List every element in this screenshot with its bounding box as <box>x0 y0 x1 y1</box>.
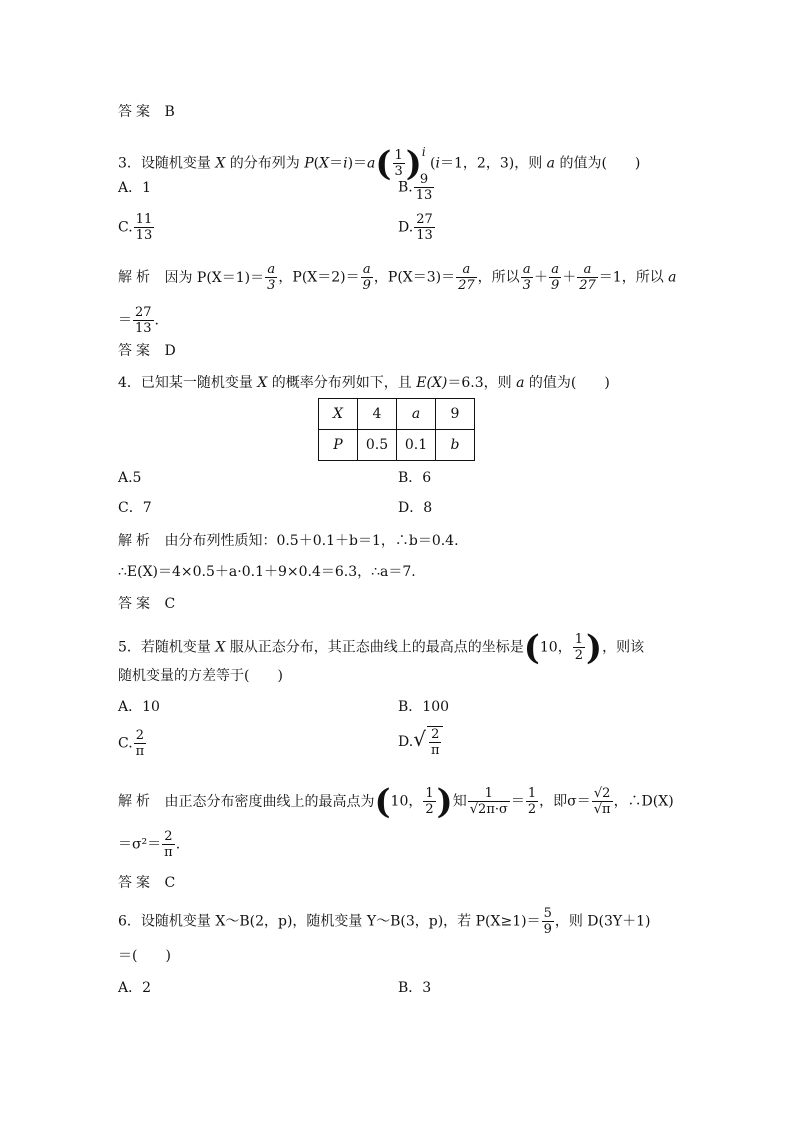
q4-option-b: B．6 <box>398 470 432 486</box>
var-i: i <box>435 155 441 172</box>
q6-stem-text: 6．设随机变量 X～B(2，p)，随机变量 Y～B(3，p)，若 P(X≥1)＝ <box>118 913 541 930</box>
fraction: $\frac{27}{13}$ <box>135 305 152 336</box>
q3-stem-text: 的值为( ) <box>555 155 641 172</box>
q3-solution-line2 <box>118 305 159 336</box>
q3-option-d: D. $\frac{27}{13}$ <box>398 212 433 243</box>
q4-stem-text: 的值为( ) <box>524 375 610 391</box>
q6-stem <box>118 906 651 937</box>
var-a: a <box>668 269 677 286</box>
answer-label: 答案 <box>118 104 154 120</box>
table-cell: b <box>436 430 475 461</box>
q4-option-c: C．7 <box>118 500 152 516</box>
paren: )＝ <box>347 155 368 172</box>
sol-text: ，∴D(X) <box>613 793 674 810</box>
q5-solution <box>118 781 674 822</box>
solution-label: 解析 <box>118 793 154 810</box>
expectation: E(X) <box>416 375 448 391</box>
fraction: $\frac{a}{27}$ <box>458 262 475 293</box>
bracket: ) <box>436 781 453 822</box>
coord: 10， <box>539 639 572 656</box>
fraction: $\frac{2}{\pi}$ <box>135 728 145 759</box>
bracket: ) <box>585 627 603 668</box>
solution-label: 解析 <box>118 269 154 286</box>
answer-value: D <box>164 343 176 359</box>
answer-label: 答案 <box>118 343 154 359</box>
q5-stem-text: 5．若随机变量 <box>118 639 216 656</box>
q5-option-b: B．100 <box>398 699 450 715</box>
fraction: $\frac{9}{13}$ <box>415 172 433 203</box>
sol-text: 由分布列性质知：0.5＋0.1＋b＝1，∴b＝0.4. <box>164 533 459 549</box>
fraction: $\frac{27}{13}$ <box>416 212 433 243</box>
q3-stem-text: 3．设随机变量 <box>118 155 216 172</box>
table-cell: 0.5 <box>358 430 397 461</box>
sol-text: ，所以 <box>477 269 520 286</box>
paren: ( <box>313 155 320 172</box>
answer-label: 答案 <box>118 596 154 612</box>
q4-stem <box>118 373 610 393</box>
fraction: $\frac{a}{3}$ <box>267 262 276 293</box>
table-cell: P <box>319 430 358 461</box>
fraction: $\frac{1}{√2\pi\cdot\sigma}$ <box>469 786 508 817</box>
var-i: i <box>343 155 348 172</box>
exponent: i <box>421 145 426 159</box>
var-a: a <box>546 155 556 172</box>
q4-option-d: D．8 <box>398 500 433 516</box>
q4-option-a: A.5 <box>118 470 142 486</box>
q5-stem-text: 服从正态分布，其正态曲线上的最高点的坐标是 <box>225 639 524 656</box>
bracket: ( <box>374 781 391 822</box>
fraction: $\frac{1}{2}$ <box>527 786 537 817</box>
fraction: $\frac{a}{9}$ <box>550 262 560 293</box>
table-row <box>319 399 475 430</box>
q3-option-c: C. $\frac{11}{13}$ <box>118 212 153 243</box>
sqrt-sign: √ <box>413 727 426 751</box>
q5-solution-line2 <box>118 829 180 860</box>
sol-text: 由正态分布密度曲线上的最高点为 <box>164 793 375 810</box>
q3-answer-line <box>118 341 176 361</box>
sol-text: ，P(X＝3)＝ <box>373 269 456 286</box>
q3-stem <box>118 143 641 184</box>
fraction: $\frac{2}{\pi}$ <box>427 726 444 758</box>
fraction: $\frac{5}{9}$ <box>543 906 552 937</box>
bracket: ( <box>523 627 540 668</box>
plus: ＋ <box>533 269 548 286</box>
table-row <box>319 430 475 461</box>
equals: ＝ <box>510 793 525 810</box>
bracket: ) <box>405 143 422 184</box>
var-x: X <box>215 639 226 656</box>
sol-text: ＝1，所以 <box>598 269 669 286</box>
q6-stem-line2: ＝( ) <box>118 948 171 964</box>
coord: 10， <box>390 793 423 810</box>
fraction: $\frac{√2}{√\pi}$ <box>593 786 611 817</box>
q6-option-a: A．2 <box>118 980 152 996</box>
q6-option-b: B．3 <box>398 980 432 996</box>
q5-stem <box>118 627 645 668</box>
bracket: ( <box>375 143 392 184</box>
distribution-table <box>318 398 475 461</box>
q4-solution <box>118 531 459 551</box>
q6-stem-text: ，则 D(3Y＋1) <box>554 913 651 930</box>
answer-label: 答案 <box>118 875 154 891</box>
fraction: $\frac{a}{27}$ <box>579 262 596 293</box>
answer-value: B <box>164 104 175 120</box>
var-x: X <box>319 155 330 172</box>
period: . <box>154 312 159 329</box>
fraction: $\frac{a}{9}$ <box>362 262 371 293</box>
period: . <box>175 836 181 853</box>
answer-value: C <box>164 596 176 612</box>
fraction: $\frac{2}{\pi}$ <box>164 829 173 860</box>
q4-stem-text: 的概率分布列如下，且 <box>267 375 417 391</box>
q3-stem-text: 的分布列为 <box>225 155 305 172</box>
equals: ＝ <box>329 155 344 172</box>
var-x: X <box>215 155 226 172</box>
table-cell: 0.1 <box>397 430 436 461</box>
sol-text: ，P(X＝2)＝ <box>278 269 360 286</box>
var-a: a <box>516 375 525 391</box>
var-p: P <box>304 155 314 172</box>
plus: ＋ <box>562 269 577 286</box>
q4-solution-line2: ∴E(X)＝4×0.5＋a·0.1＋9×0.4＝6.3，∴a＝7. <box>118 564 416 580</box>
q3-stem-text: ＝1，2，3)，则 <box>440 155 547 172</box>
table-cell: 9 <box>436 399 475 430</box>
q4-stem-text: 4．已知某一随机变量 <box>118 375 258 391</box>
sol-text: ＝σ²＝ <box>118 836 162 853</box>
q3-option-b: B. $\frac{9}{13}$ <box>398 172 433 203</box>
var-x: X <box>257 375 268 391</box>
fraction: $\frac{1}{2}$ <box>425 786 434 817</box>
q5-option-d: D.√ $\frac{2}{\pi}$ <box>398 726 444 758</box>
table-cell: X <box>319 399 358 430</box>
q2-answer-line <box>118 102 175 122</box>
var-a: a <box>367 155 376 172</box>
q4-answer-line <box>118 594 175 614</box>
q5-answer-line <box>118 873 175 893</box>
fraction: $\frac{1}{2}$ <box>574 632 583 663</box>
table-cell: 4 <box>358 399 397 430</box>
q5-option-c: C. $\frac{2}{\pi}$ <box>118 728 145 759</box>
solution-label: 解析 <box>118 533 154 549</box>
fraction: $\frac{11}{13}$ <box>135 212 153 243</box>
answer-value: C <box>164 875 176 891</box>
q5-option-a: A．10 <box>118 699 160 715</box>
sol-text: ，即σ＝ <box>539 793 591 810</box>
equals: ＝ <box>118 312 132 329</box>
q5-stem-line2: 随机变量的方差等于( ) <box>118 668 283 684</box>
q5-stem-text: ，则该 <box>602 639 645 656</box>
q3-stem-text: ( <box>425 155 436 172</box>
q3-solution <box>118 262 677 293</box>
fraction: $\frac{a}{3}$ <box>522 262 531 293</box>
q3-option-a: A．1 <box>118 180 152 196</box>
sol-text: 因为 P(X＝1)＝ <box>164 269 265 286</box>
sol-text: 知 <box>452 793 467 810</box>
table-cell: a <box>397 399 436 430</box>
fraction-one-third: $\frac{1}{3}$ <box>394 148 403 180</box>
q4-stem-text: ＝6.3，则 <box>447 375 517 391</box>
